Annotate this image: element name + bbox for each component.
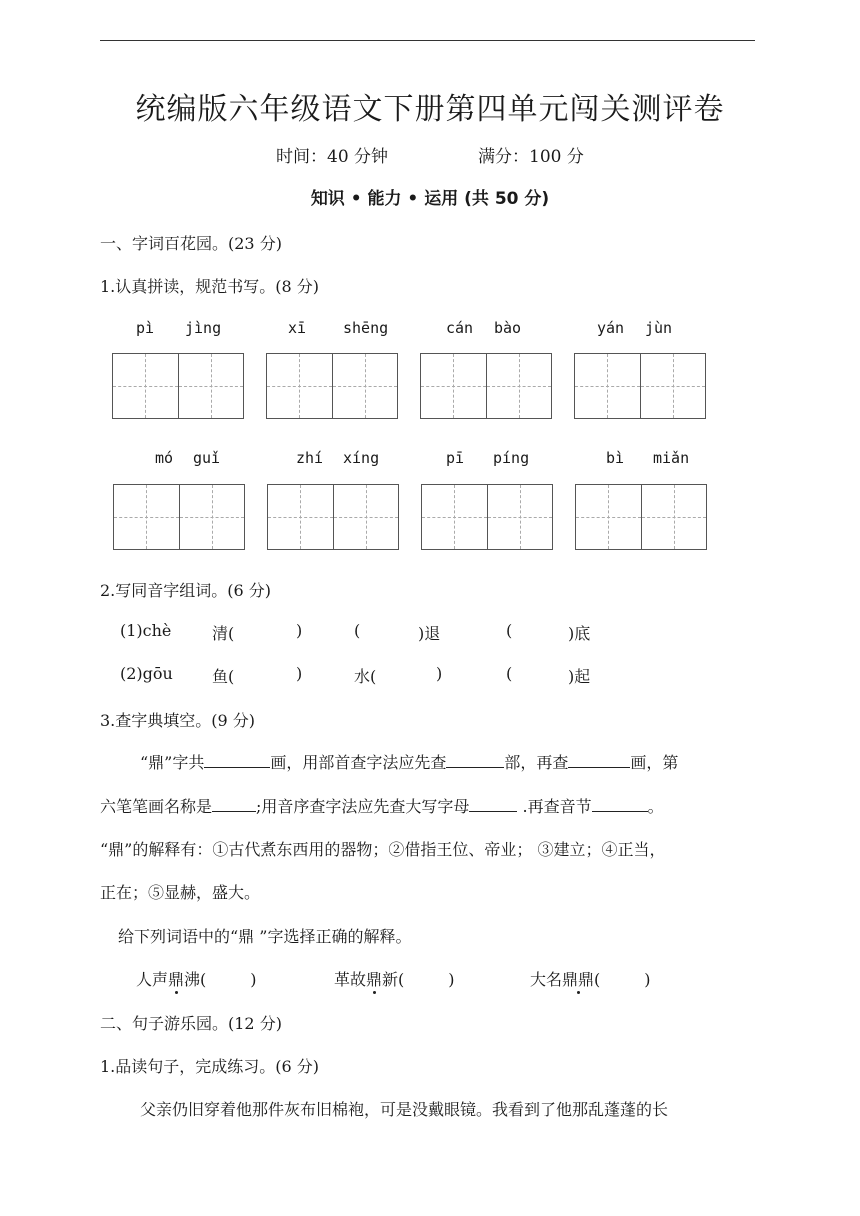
answer-blank[interactable] bbox=[568, 751, 630, 768]
q2-item: ( bbox=[354, 621, 361, 640]
part2-q1-label: 1.品读句子，完成练习。(6 分) bbox=[100, 1057, 320, 1076]
part2-heading: 二、句子游乐园。(12 分) bbox=[100, 1014, 282, 1033]
word-text: ) bbox=[250, 970, 257, 989]
q3-text: 六笔笔画名称是 bbox=[100, 797, 213, 816]
passage-text: 父亲仍旧穿着他那件灰布旧棉袍，可是没戴眼镜。我看到了他那乱蓬蓬的长 bbox=[140, 1100, 669, 1119]
pinyin: cán bbox=[446, 319, 474, 337]
q3-text: 部，再查 bbox=[504, 753, 569, 772]
answer-blank[interactable] bbox=[446, 751, 504, 768]
q3-definitions: “鼎”的解释有：①古代煮东西用的器物；②借指王位、帝业； ③建立；④正当， bbox=[100, 840, 666, 859]
pinyin: guǐ bbox=[193, 449, 221, 467]
answer-blank[interactable] bbox=[212, 795, 256, 812]
emphasis-char: 鼎鼎 bbox=[562, 970, 595, 989]
writing-grid[interactable] bbox=[113, 484, 245, 550]
word-text: 革故 bbox=[334, 970, 367, 989]
page-title: 统编版六年级语文下册第四单元闯关测评卷 bbox=[135, 92, 725, 127]
word-text: ) bbox=[644, 970, 651, 989]
word-text: 大名 bbox=[530, 970, 563, 989]
q2-item: ( bbox=[506, 621, 513, 640]
q2-item: )起 bbox=[568, 667, 591, 686]
pinyin: xī bbox=[288, 319, 307, 337]
writing-grid[interactable] bbox=[266, 353, 398, 419]
q3-line2 bbox=[100, 794, 664, 817]
q3-line1 bbox=[140, 750, 678, 773]
writing-grid[interactable] bbox=[267, 484, 399, 550]
word-text: ) bbox=[448, 970, 455, 989]
word-text: 沸( bbox=[184, 970, 207, 989]
writing-grid[interactable] bbox=[421, 484, 553, 550]
part1-heading: 一、字词百花园。(23 分) bbox=[100, 234, 282, 253]
q2-item: 水( bbox=[354, 667, 377, 686]
q3-text: .再查音节 bbox=[517, 797, 592, 816]
q3-label: 3.查字典填空。(9 分) bbox=[100, 711, 256, 730]
q3-instruction: 给下列词语中的“鼎 ”字选择正确的解释。 bbox=[118, 927, 412, 946]
q2-item: (2)gōu bbox=[120, 664, 173, 683]
writing-grid[interactable] bbox=[420, 353, 552, 419]
word-item bbox=[334, 967, 455, 990]
word-item bbox=[136, 967, 257, 990]
q2-item: ( bbox=[506, 664, 513, 683]
pinyin: shēng bbox=[343, 319, 389, 337]
writing-grid[interactable] bbox=[112, 353, 244, 419]
q2-item: (1)chè bbox=[120, 621, 172, 640]
pinyin: miǎn bbox=[653, 449, 690, 467]
answer-blank[interactable] bbox=[469, 795, 517, 812]
time-label: 时间：40 分钟 bbox=[276, 147, 389, 167]
q2-item: ) bbox=[436, 664, 443, 683]
pinyin: mó bbox=[155, 449, 174, 467]
pinyin: pì bbox=[136, 319, 155, 337]
section-title: 知识 • 能力 • 运用 (共 50 分) bbox=[310, 189, 550, 209]
writing-grid[interactable] bbox=[574, 353, 706, 419]
pinyin: jìng bbox=[185, 319, 222, 337]
q3-text: 。 bbox=[647, 797, 664, 816]
pinyin: bào bbox=[494, 319, 522, 337]
q2-item: ) bbox=[296, 621, 303, 640]
writing-grid[interactable] bbox=[575, 484, 707, 550]
q3-definitions-cont: 正在；⑤显赫，盛大。 bbox=[100, 883, 261, 902]
pinyin: bì bbox=[606, 449, 625, 467]
word-text: ( bbox=[594, 970, 601, 989]
pinyin: jùn bbox=[645, 319, 673, 337]
word-item bbox=[530, 967, 651, 990]
pinyin: zhí bbox=[296, 449, 324, 467]
q3-text: 画，用部首查字法应先查 bbox=[270, 753, 447, 772]
score-label: 满分：100 分 bbox=[478, 147, 584, 167]
q2-item: 清( bbox=[212, 624, 235, 643]
word-text: 人声 bbox=[136, 970, 169, 989]
q3-text: 画，第 bbox=[630, 753, 679, 772]
pinyin: pī bbox=[446, 449, 465, 467]
word-text: 新( bbox=[382, 970, 405, 989]
q2-item: )底 bbox=[568, 624, 591, 643]
pinyin: píng bbox=[493, 449, 530, 467]
q1-label: 1.认真拼读，规范书写。(8 分) bbox=[100, 277, 320, 296]
q2-label: 2.写同音字组词。(6 分) bbox=[100, 581, 272, 600]
answer-blank[interactable] bbox=[204, 751, 270, 768]
emphasis-char: 鼎 bbox=[366, 970, 383, 989]
q2-item: )退 bbox=[418, 624, 441, 643]
pinyin: xíng bbox=[343, 449, 380, 467]
emphasis-char: 鼎 bbox=[168, 970, 185, 989]
answer-blank[interactable] bbox=[592, 795, 648, 812]
q3-text: “鼎”字共 bbox=[140, 753, 205, 772]
q2-item: 鱼( bbox=[212, 667, 235, 686]
q3-text: ;用音序查字法应先查大写字母 bbox=[256, 797, 470, 816]
pinyin: yán bbox=[597, 319, 625, 337]
q2-item: ) bbox=[296, 664, 303, 683]
top-rule bbox=[100, 40, 755, 41]
